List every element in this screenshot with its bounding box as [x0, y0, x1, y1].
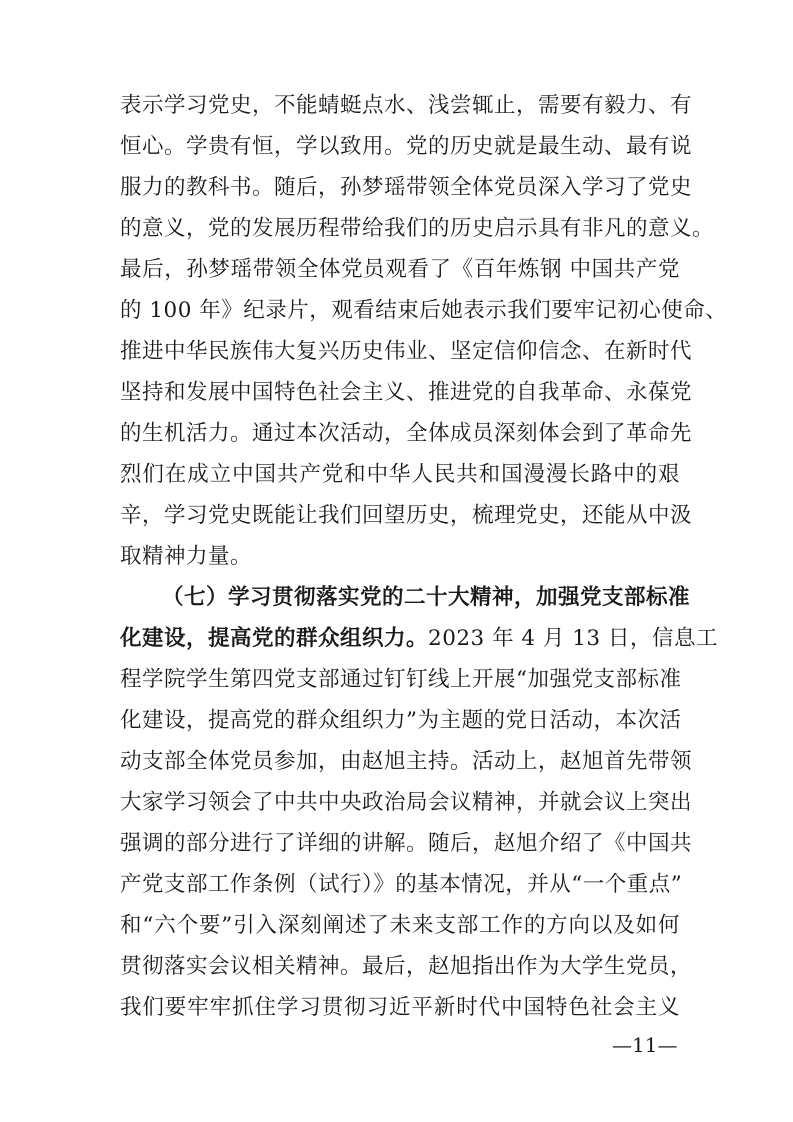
paragraph-line: 和“六个要”引入深刻阐述了未来支部工作的方向以及如何: [120, 913, 680, 938]
paragraph-line: 产党支部工作条例（试行）》的基本情况，并从“一个重点”: [120, 872, 683, 897]
paragraph-line: 动支部全体党员参加，由赵旭主持。活动上，赵旭首先带领: [120, 749, 693, 774]
paragraph-line: 最后，孙梦瑶带领全体党员观看了《百年炼钢 中国共产党: [120, 257, 680, 282]
paragraph-line: 取精神力量。: [120, 544, 253, 569]
paragraph-line: 我们要牢牢抓住学习贯彻习近平新时代中国特色社会主义: [120, 995, 680, 1020]
paragraph-line: 服力的教科书。随后，孙梦瑶带领全体党员深入学习了党史: [120, 175, 693, 200]
paragraph-line: 烈们在成立中国共产党和中华人民共和国漫漫长路中的艰: [120, 462, 680, 487]
section-heading-continued: [120, 619, 718, 659]
paragraph-line: 的意义，党的发展历程带给我们的历史启示具有非凡的意义。: [120, 216, 715, 241]
page-number: —11—: [612, 1033, 678, 1057]
paragraph-line: 化建设，提高党的群众组织力”为主题的党日活动，本次活: [120, 708, 682, 733]
paragraph-line: 贯彻落实会议相关精神。最后，赵旭指出作为大学生党员，: [120, 954, 693, 979]
paragraph-line: 的生机活力。通过本次活动，全体成员深刻体会到了革命先: [120, 421, 693, 446]
paragraph-line: 推进中华民族伟大复兴历史伟业、坚定信仰信念、在新时代: [120, 339, 693, 364]
section-heading-tail: 化建设，提高党的群众组织力。: [120, 626, 429, 651]
paragraph-line: 大家学习领会了中共中央政治局会议精神，并就会议上突出: [120, 790, 693, 815]
paragraph-line: 程学院学生第四党支部通过钉钉线上开展“加强党支部标准: [120, 667, 682, 692]
paragraph-line: 恒心。学贵有恒，学以致用。党的历史就是最生动、最有说: [120, 134, 693, 159]
section-date-text: 2023 年 4 月 13 日，信息工: [428, 626, 718, 651]
paragraph-line: 坚持和发展中国特色社会主义、推进党的自我革命、永葆党: [120, 380, 693, 405]
paragraph-line: 辛，学习党史既能让我们回望历史，梳理党史，还能从中汲: [120, 503, 693, 528]
paragraph-line: 强调的部分进行了详细的讲解。随后，赵旭介绍了《中国共: [120, 831, 693, 856]
paragraph-line: 的 100 年》纪录片，观看结束后她表示我们要牢记初心使命、: [120, 298, 728, 323]
section-heading: （七）学习贯彻落实党的二十大精神，加强党支部标准: [162, 585, 691, 610]
paragraph-line: 表示学习党史，不能蜻蜓点水、浅尝辄止，需要有毅力、有: [120, 93, 693, 118]
